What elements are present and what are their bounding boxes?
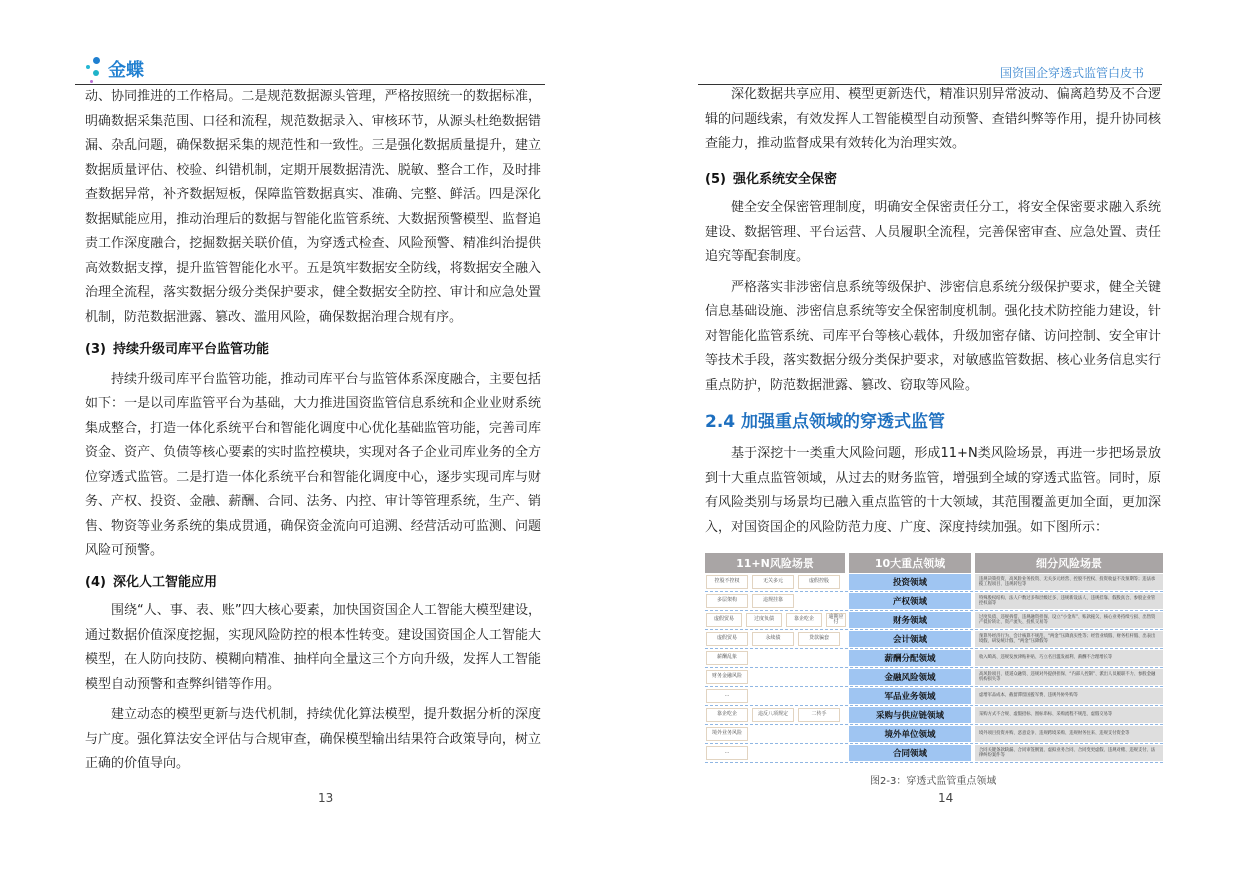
figure-header-row (705, 553, 1163, 573)
scenario-chip: 过度负债 (746, 613, 782, 627)
detail-cell: 采购方式不合规、虚假招标、围标串标、采购流程不规范、虚假交易等 (975, 707, 1163, 723)
scenario-chip: 财务金融风险 (706, 670, 748, 684)
detail-cell: 合同关键条款缺漏、合同审签倒置、虚拟业务合同、合同变更虚假、违规对赌、违规支付、法律纠纷案件等 (975, 745, 1163, 761)
scenario-chip: 虚假贸易 (706, 613, 742, 627)
logo-text: 金蝶 (108, 60, 144, 81)
heading-number: (5) (705, 171, 726, 187)
figure-rows (705, 573, 1163, 763)
paragraph: 健全安全保密管理制度，明确安全保密责任分工，将安全保密要求融入系统建设、数据管理、平台运营、人员履职全流程，完善保密审查、应急处置、责任追究等配套制度。 (705, 200, 1161, 264)
paragraph: 围绕“人、事、表、账”四大核心要素，加快国资国企人工智能大模型建设，通过数据价值深度挖掘，实现风险防控的根本性转变。建设国资国企人工智能大模型，在人防向技防、模糊向精准、抽样向全量这三个方向升级，发挥人工智能模型自动预警和查弊纠错等作用。 (85, 603, 541, 692)
domain-cell: 财务领域 (849, 612, 971, 628)
domain-cell: 境外单位领域 (849, 726, 971, 742)
scenario-cell (705, 745, 845, 761)
scenario-cell (705, 650, 845, 666)
figure-row (705, 687, 1163, 706)
risk-domain-figure (705, 553, 1163, 763)
domain-cell: 投资领域 (849, 574, 971, 590)
scenario-cell (705, 726, 845, 742)
scenario-chip: 违规挂靠 (752, 594, 794, 608)
domain-cell: 合同领域 (849, 745, 971, 761)
paragraph: 动、协同推进的工作格局。二是规范数据源头管理，严格按照统一的数据标准，明确数据采集范围、口径和流程，规范数据录入、审核环节，从源头杜绝数据错漏、杂乱问题，确保数据采集的规范性和一致性。三是强化数据质量提升，建立数据质量评估、校验、纠错机制，定期开展数据清洗、脱敏、整合工作，及时排查数据异常，补齐数据短板，保障监管数据真实、准确、完整、鲜活。四是深化数据赋能应用，推动治理后的数据与智能化监管系统、大数据预警模型、监督追责工作深度融合，挖掘数据关联价值，为穿透式检查、风险预警、精准纠治提供高效数据支撑，提升监管智能化水平。五是筑牢数据安全防线，将数据安全融入治理全流程，落实数据分级分类保护要求，健全数据安全防控、审计和应急处置机制，防范数据泄露、篡改、滥用风险，确保数据治理合规有序。 (85, 89, 541, 325)
section-heading-3 (85, 338, 541, 363)
running-title: 国资国企穿透式监管白皮书 (1000, 66, 1145, 80)
detail-cell: 过度负债、违规拆借、违规融资担保、设立“小金库”、账款拖欠、核心业务持续亏损、出售资产低价转让、资产流失、投机交易等 (975, 612, 1163, 628)
header-key-domains: 10大重点领域 (849, 553, 971, 573)
scenario-cell (705, 669, 845, 685)
scenario-cell (705, 631, 845, 647)
scenario-chip: … (706, 746, 748, 760)
right-page-body (705, 83, 1163, 789)
heading-text: 持续升级司库平台监管功能 (113, 342, 270, 357)
detail-cell: 违规决策投资、高风险业务投资、无关多元经营、控股不控权、投资收益不及预期等；违法承揽工程项目、违规转包等 (975, 574, 1163, 590)
heading-number: (3) (85, 342, 106, 357)
scenario-chip: 多层架构 (706, 594, 748, 608)
section-heading-2-4: 2.4 加强重点领域的穿透式监管 (705, 412, 946, 432)
scenario-chip: 二传手 (798, 708, 840, 722)
domain-cell: 金融风险领域 (849, 669, 971, 685)
scenario-chip: 虚假贸易 (706, 632, 748, 646)
scenario-chip: 靠企吃企 (706, 708, 748, 722)
scenario-cell (705, 707, 845, 723)
figure-row (705, 744, 1163, 763)
figure-row (705, 706, 1163, 725)
left-page-body (85, 85, 541, 777)
figure-row (705, 725, 1163, 744)
figure-row (705, 630, 1163, 649)
domain-cell: 采购与供应链领域 (849, 707, 971, 723)
paragraph: 持续升级司库平台监管功能，推动司库平台与监管体系深度融合，主要包括如下：一是以司库监管平台为基础，大力推进国资监管信息系统和企业业财系统集成整合，打造一体化系统平台和智能化调度中心优化基础监管功能，完善司库资金、资产、负债等核心要素的实时监控模块，实现对各子企业司库业务的全方位穿透式监管。二是打造一体化系统平台和智能化调度中心，逐步实现司库与财务、产权、投资、金融、薪酬、合同、法务、内控、审计等管理系统，生产、销售、物资等业务系统的集成贯通，确保资金流向可追溯、经营活动可监测、问题风险可预警。 (85, 371, 541, 558)
scenario-chip: 无关多元 (752, 575, 794, 589)
scenario-chip: 控股不控权 (706, 575, 748, 589)
heading-text: 深化人工智能应用 (113, 574, 218, 590)
scenario-chip: 贷款骗套 (798, 632, 840, 646)
scenario-chip: 靠企吃企 (786, 613, 822, 627)
domain-cell: 薪酬分配领域 (849, 650, 971, 666)
scenario-cell (705, 612, 845, 628)
figure-row (705, 649, 1163, 668)
detail-cell: 虚增军品成本、截留滞留国拨军费、违规外协外购等 (975, 688, 1163, 704)
detail-cell: 境外项目投资并购、恶意竞争、违规跨境采购、违规财务往来、违规支付资金等 (975, 726, 1163, 742)
scenario-cell (705, 593, 845, 609)
page-number: 14 (938, 791, 954, 805)
scenario-chip: 违反八项规定 (752, 708, 794, 722)
paragraph: 基于深挖十一类重大风险问题，形成11+N类风险场景，再进一步把场景放到十大重点监管领域，从过去的财务监管，增强到全域的穿透式监管。同时，原有风险类别与场景均已融入重点监管的十大领域，其范围覆盖更加全面，更加深入，对国资国企的风险防范力度、广度、深度持续加强。如下图所示： (705, 446, 1161, 535)
domain-cell: 产权领域 (849, 593, 971, 609)
scenario-cell (705, 574, 845, 590)
domain-cell: 军品业务领域 (849, 688, 971, 704)
detail-cell: 预算外经济行为、会计核算不规范、“两金”压降真实性等；经营业绩假、财务杠杆假、出表出境假、研发统计假、“两金”压降假等 (975, 631, 1163, 647)
section-heading-5 (705, 168, 1163, 193)
scenario-chip: 薪酬乱象 (706, 651, 748, 665)
paragraph: 严格落实非涉密信息系统等级保护、涉密信息系统分级保护要求，健全关键信息基础设施、涉密信息系统等安全保密制度机制。强化技术防控能力建设，针对智能化监管系统、司库平台等核心载体，升级加密存储、访问控制、安全审计等技术手段，落实数据分级分类保护要求，对敏感监管数据、核心业务信息实行重点防护，防范数据泄露、篡改、窃取等风险。 (705, 279, 1161, 393)
header-risk-scenarios: 11+N风险场景 (705, 553, 845, 573)
heading-text: 强化系统安全保密 (733, 171, 838, 187)
heading-number: (4) (85, 574, 106, 590)
paragraph: 建立动态的模型更新与迭代机制，持续优化算法模型，提升数据分析的深度与广度。强化算法安全评估与合规审查，确保模型输出结果符合政策导向，树立正确的价值导向。 (85, 707, 541, 771)
header-detail-scenarios: 细分风险场景 (975, 553, 1163, 573)
scenario-chip: 虚假控股 (798, 575, 840, 589)
figure-caption: 图2-3：穿透式监管重点领域 (870, 776, 997, 787)
figure-row (705, 668, 1163, 687)
figure-row (705, 611, 1163, 630)
scenario-chip: 逾期应付 (826, 613, 846, 627)
domain-cell: 会计领域 (849, 631, 971, 647)
paragraph: 深化数据共享应用、模型更新迭代，精准识别异常波动、偏离趋势及不合逻辑的问题线索，有效发挥人工智能模型自动预警、查错纠弊等作用，提升协同核查能力，推动监督成果有效转化为治理实效。 (705, 87, 1161, 151)
kingdee-logo (84, 55, 144, 83)
scenario-chip: 永续债 (752, 632, 794, 646)
scenario-chip: … (706, 689, 748, 703)
page-number: 13 (318, 791, 334, 805)
figure-row (705, 592, 1163, 611)
detail-cell: 高风险项目、绕道众融资、违规对外提供担保、“内部人控制”、派出人员履职不力、参股金融机构损失等 (975, 669, 1163, 685)
detail-cell: 特殊股权结构、法人户数过多和层级过多、违规新设法人、违规挂靠、假股真合、参股企业管控权弱等 (975, 593, 1163, 609)
section-heading-4 (85, 571, 541, 596)
figure-row (705, 573, 1163, 592)
scenario-cell (705, 688, 845, 704)
scenario-chip: 境外业务风险 (706, 727, 748, 741)
logo-dots-icon (84, 55, 106, 83)
detail-cell: 收入畸高、违规发放津贴补贴、巧立名目滥发福利、薪酬不合理增长等 (975, 650, 1163, 666)
